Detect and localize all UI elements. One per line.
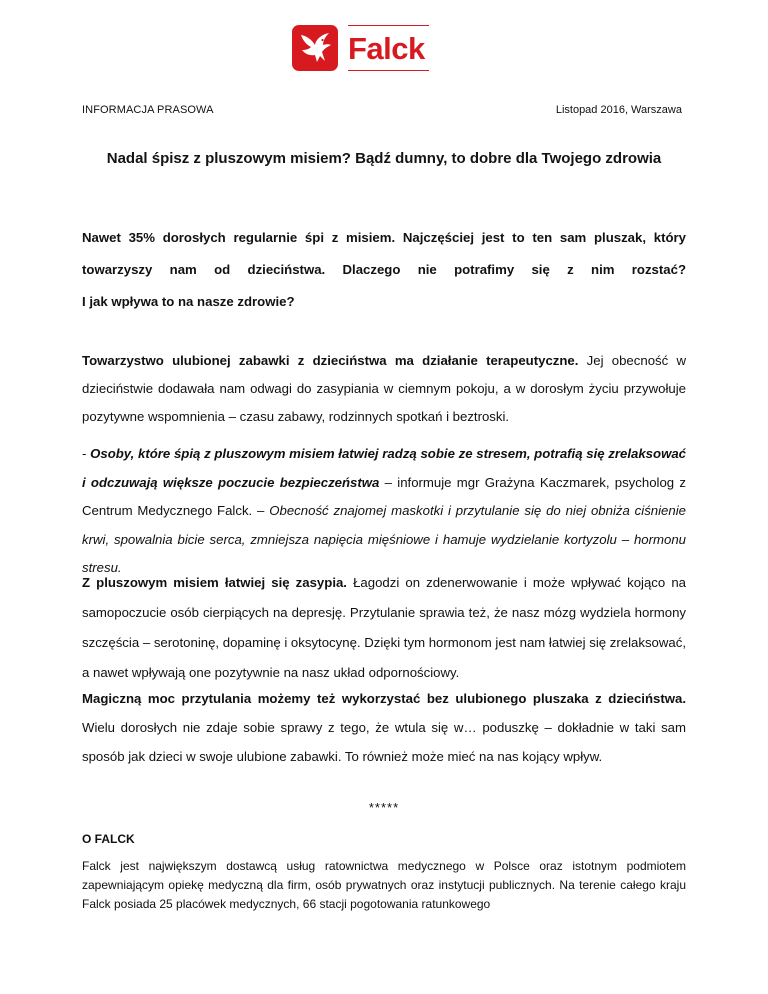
falck-logo — [292, 24, 425, 72]
quote-dash: - — [82, 446, 91, 461]
logo-text: Falck — [348, 30, 425, 66]
lead-paragraph — [82, 222, 686, 318]
quote-attribution: – informuje mgr Grażyna Kaczmarek, psycholog z Centrum Medycznego Falck. – — [82, 474, 686, 518]
lead-line: Nawet 35% dorosłych regularnie śpi z misiem. Najczęściej jest to ten sam pluszak, który — [82, 230, 686, 245]
eagle-icon — [292, 25, 338, 71]
document-type-label: INFORMACJA PRASOWA — [82, 104, 214, 116]
paragraph-text: Jej obecność w dzieciństwie dodawała nam odwagi do zasypiania w ciemnym pokoju, a w dorosłym życiu przywołuje pozytywne wspomnienia – czasu zabawy, rodzinnych spotkań i beztroski. — [82, 353, 686, 424]
logo-wordmark — [348, 25, 425, 71]
quote-emphasis: Osoby, które śpią z pluszowym misiem łatwiej radzą sobie ze stresem, potrafią się zrelaksować i odczuwają większe poczucie bezpieczeństwa — [82, 446, 686, 490]
paragraph-therapeutic — [82, 347, 686, 431]
about-heading: O FALCK — [82, 832, 135, 846]
paragraph-heading: Z pluszowym misiem łatwiej się zasypia. — [82, 575, 347, 590]
logo-rule-top — [348, 25, 429, 26]
paragraph-sleep — [82, 568, 686, 688]
lead-line: I jak wpływa to na nasze zdrowie? — [82, 294, 295, 309]
page-title: Nadal śpisz z pluszowym misiem? Bądź dumny, to dobre dla Twojego zdrowia — [106, 150, 662, 167]
paragraph-text: Wielu dorosłych nie zdaje sobie sprawy z tego, że wtula się w… poduszkę – dokładnie w taki sam sposób jak dzieci w swoje ulubione zabawki. To również może mieć na nas kojący wpływ. — [82, 720, 686, 764]
section-separator: ***** — [368, 800, 400, 815]
lead-line: towarzyszy nam od dzieciństwa. Dlaczego nie potrafimy się z nim rozstać? — [82, 262, 686, 277]
quote-italic: Obecność znajomej maskotki i przytulanie się do niej obniża ciśnienie krwi, spowalnia bicie serca, zmniejsza napięcia mięśniowe i hamuje wydzielanie kortyzolu – hormonu stresu. — [82, 503, 686, 575]
paragraph-psychologist-quote — [82, 440, 686, 583]
document-date: Listopad 2016, Warszawa — [555, 104, 682, 116]
paragraph-heading: Towarzystwo ulubionej zabawki z dzieciństwa ma działanie terapeutyczne. — [82, 353, 579, 368]
paragraph-heading: Magiczną moc przytulania możemy też wykorzystać bez ulubionego pluszaka z dzieciństwa. — [82, 691, 686, 706]
logo-rule-bottom — [348, 70, 429, 71]
paragraph-cuddling — [82, 684, 686, 771]
about-text: Falck jest największym dostawcą usług ratownictwa medycznego w Polsce oraz istotnym podmiotem zapewniającym opiekę medyczną dla firm, osób prywatnych oraz instytucji publicznych. Na terenie całego kraju Falck posiada 25 placówek medycznych, 66 stacji pogotowania ratunkowego — [82, 859, 686, 911]
paragraph-text: Łagodzi on zdenerwowanie i może wpływać kojąco na samopoczucie osób cierpiących na depresję. Przytulanie sprawia też, że nasz mózg wydziela hormony szczęścia – serotoninę, dopaminę i oksytocynę. Dzięki tym hormonom jest nam łatwiej się zrelaksować, a nawet wpływają one pozytywnie na nasz układ odpornościowy. — [82, 575, 686, 680]
